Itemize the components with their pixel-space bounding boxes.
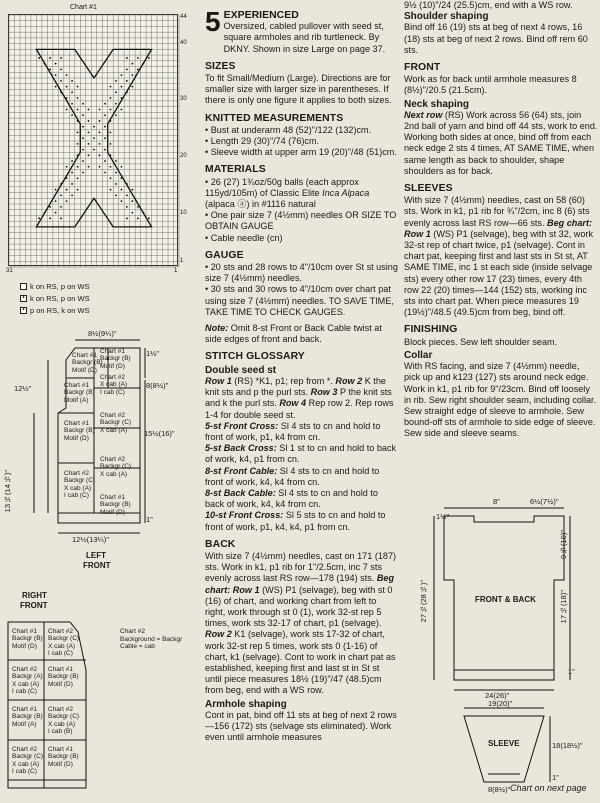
chart-dot <box>110 109 112 111</box>
chart-dot <box>126 57 128 59</box>
cable-5-back: 5-st Back Cross: Sl 1 st to cn and hold to back of work, k4, p1 from cn. <box>205 443 397 465</box>
chart-dot <box>55 86 57 88</box>
left-front-cell: Chart #1 Backgr (B) Motif (D) <box>72 352 103 374</box>
chart-dot <box>71 183 73 185</box>
finishing-text: Block pieces. Sew left shoulder seam. <box>404 336 558 347</box>
chart-dot <box>126 195 128 197</box>
measure-bust: • Bust at underarm 48 (52)"/122 (132)cm. <box>205 124 372 135</box>
sizes-heading: SIZES <box>205 60 236 72</box>
right-front-cell: Chart #2 Backgr (A) X cab (A) I cab (C) <box>12 666 43 696</box>
fb-dim-top-right: 6½(7½)" <box>530 497 559 506</box>
chart-dot <box>131 86 133 88</box>
chart-dot <box>115 114 117 116</box>
legend-swatch <box>20 283 27 290</box>
chart-dot <box>88 154 90 156</box>
sizes-text: To fit Small/Medium (Large). Directions are for smaller size with larger size in parentheses. If there is only one figure it applies to both sizes. <box>205 73 392 106</box>
chart-dot <box>60 57 62 59</box>
chart-dot <box>115 183 117 185</box>
chart-dot <box>82 172 84 174</box>
chart-dot <box>88 109 90 111</box>
note: Note: Omit 8-st Front or Back Cable twist at side edges of front and back. <box>205 323 382 345</box>
chart-dot <box>82 103 84 105</box>
chart-dot <box>60 206 62 208</box>
chart-dot <box>115 103 117 105</box>
chart-dot <box>121 74 123 76</box>
chart-dot <box>121 189 123 191</box>
legend-item-knit: k on RS, p on WS <box>20 282 90 291</box>
legend-swatch: • <box>20 307 27 314</box>
chart-dot <box>66 86 68 88</box>
rf-title: RIGHT <box>22 591 47 600</box>
intro: Oversized, cabled pullover with seed st, square armholes and rib turtleneck. By DKNY. Shown in size Large on page 37. <box>223 21 386 54</box>
chart-dot <box>104 160 106 162</box>
chart-dot <box>49 69 51 71</box>
left-front-cell: Chart #1 Backgr (B) Motif (D) <box>64 420 95 442</box>
fb-dim-rib: 1" <box>568 667 575 676</box>
chart-dot <box>66 74 68 76</box>
chart-dot <box>71 91 73 93</box>
chart-dot <box>121 97 123 99</box>
fb-dim-top-mid: 8" <box>493 497 500 506</box>
chart-dot <box>110 120 112 122</box>
lf-title-2: FRONT <box>83 561 111 570</box>
chart-dot <box>131 189 133 191</box>
chart-dot <box>66 97 68 99</box>
lf-dim-top: 8½(9¼)" <box>88 329 117 338</box>
chart-dot <box>126 91 128 93</box>
chart-dot <box>71 160 73 162</box>
chart-dot <box>99 143 101 145</box>
chart-dot <box>121 200 123 202</box>
collar-heading: Collar <box>404 349 433 361</box>
lf-dim-left-upper: 12½" <box>14 384 32 393</box>
chart-dot <box>44 63 46 65</box>
chart-dot <box>104 137 106 139</box>
gauge-1: • 20 sts and 28 rows to 4"/10cm over St st using size 7 (4½mm) needles. <box>205 262 398 284</box>
chart-dot <box>121 86 123 88</box>
chart-dot <box>126 69 128 71</box>
chart-dot <box>60 91 62 93</box>
chart-dot <box>88 166 90 168</box>
back-text: With size 7 (4½mm) needles, cast on 171 (187) sts. Work in k1, p1 rib for 1"/2.5cm, inc 7 sts evenly across last RS row—178 (194) sts. Beg chart: Row 1 (WS) P1 (selvage), beg with st 0 (16) of chart, and working chart from left to right, work through st 0 (1), work 32-st rep 5 times, work sts 32-17 of chart, p1 (selvage). Row 2 K1 (selvage), work sts 17-32 of chart, work 32-st rep 5 times, work sts 0 (1-16) of chart, k1 (selvage). Cont to work in chart pat as established, keeping first and last st in St st until piece measures 18½ (19)"/47 (48.5)cm from beg, end with a WS row. <box>205 550 397 696</box>
chart-dot <box>104 149 106 151</box>
measure-sleeve: • Sleeve width at upper arm 19 (20)"/48 (51)cm. <box>205 147 397 158</box>
chart-1-svg <box>9 15 179 267</box>
chart-dot <box>88 143 90 145</box>
chart-dot <box>60 195 62 197</box>
chart-dot <box>55 212 57 214</box>
left-column <box>0 0 200 803</box>
row-tick-10: 10 <box>180 210 187 216</box>
chart-dot <box>110 154 112 156</box>
right-front-cell: Chart #2 Backgr (C) X cab (A) I cab (C) <box>48 628 80 658</box>
chart-dot <box>110 86 112 88</box>
sleeve-dim-right: 18(18½)" <box>552 741 583 750</box>
level-number: 5 <box>205 10 221 37</box>
right-front-cell: Chart #2 Backgr (C) X cab (A) I cab (B) <box>48 706 80 736</box>
chart-dot <box>60 69 62 71</box>
chart-dot <box>137 217 139 219</box>
lf-title: LEFT <box>86 551 106 560</box>
chart-dot <box>115 80 117 82</box>
chart-dot <box>77 86 79 88</box>
chart-dot <box>71 114 73 116</box>
chart-dot <box>142 212 144 214</box>
armhole-text: Cont in pat, bind off 11 sts at beg of next 2 rows—156 (172) sts (selvage sts eliminated). Work even until armhole measures <box>205 709 397 743</box>
chart-dot <box>104 126 106 128</box>
fb-label: FRONT & BACK <box>475 595 536 604</box>
legend-item-dot-purl: • p on RS, k on WS <box>20 306 90 315</box>
shoulder-text: Bind off 16 (19) sts at beg of next 4 rows, 16 (18) sts at beg of next 2 rows. Bind off rem 60 sts. <box>404 22 588 55</box>
measure-length: • Length 29 (30)"/74 (76)cm. <box>205 136 320 147</box>
shoulder-heading: Shoulder shaping <box>404 11 489 23</box>
chart-title: Chart #1 <box>70 4 97 11</box>
left-front-cell: Chart #1 Backgr (B) Motif (A) <box>64 382 95 404</box>
chart-dot <box>93 149 95 151</box>
chart-dot <box>77 132 79 134</box>
chart-dot <box>131 200 133 202</box>
chart-dot <box>115 160 117 162</box>
row-tick-1: 1 <box>180 258 184 264</box>
chart-dot <box>104 172 106 174</box>
chart-dot <box>82 160 84 162</box>
chart-dot <box>99 132 101 134</box>
row-tick-40: 40 <box>180 40 187 46</box>
double-seed-text: Row 1 (RS) *K1, p1; rep from *. Row 2 K the knit sts and p the purl sts. Row 3 P the knit sts and k the purl sts. Row 4 Rep row 2. Rep rows 1-4 for double seed st. <box>205 375 394 420</box>
chart-dot <box>66 109 68 111</box>
chart-dot <box>110 166 112 168</box>
chart-dot <box>66 177 68 179</box>
legend-swatch: • <box>20 295 27 302</box>
left-front-cell: Chart #2 X cab (A) I cab (C) <box>100 374 128 396</box>
middle-column <box>205 10 398 800</box>
chart-dot <box>99 120 101 122</box>
chart-dot <box>71 195 73 197</box>
chart-dot <box>82 114 84 116</box>
sleeve-dim-bottom: 8(8½)" <box>488 785 511 794</box>
col-tick-31: 31 <box>6 268 13 274</box>
front-text: Work as for back until armhole measures 8 (8½)"/20.5 (21.5cm). <box>404 74 577 96</box>
chart-dot <box>104 103 106 105</box>
finishing-heading: FINISHING <box>404 324 458 336</box>
materials-heading: MATERIALS <box>205 164 266 176</box>
chart-dot <box>77 109 79 111</box>
chart-dot <box>110 97 112 99</box>
chart-dot <box>55 74 57 76</box>
chart-dot <box>121 177 123 179</box>
row-tick-30: 30 <box>180 96 187 102</box>
lf-dim-rib: 1" <box>146 515 153 524</box>
fb-dim-left: 27½(28½)" <box>419 580 428 623</box>
chart-dot <box>66 166 68 168</box>
chart-dot <box>110 132 112 134</box>
legend-item-dot-knit: • k on RS, p on WS <box>20 294 90 303</box>
chart-dot <box>137 69 139 71</box>
lf-dim-left-lower: 13½(14½)" <box>3 470 12 513</box>
left-front-cell: Chart #1 Backgr (B) Motif (D) <box>100 348 131 370</box>
sleeve-label: SLEEVE <box>488 739 520 748</box>
measurements-heading: KNITTED MEASUREMENTS <box>205 112 344 124</box>
left-front-cell: Chart #2 Backgr (C) X cab (A) I cab (C) <box>64 470 96 500</box>
fb-dim-right-upper: 9½(10)" <box>559 530 568 560</box>
chart-dot <box>93 126 95 128</box>
chart-dot <box>137 206 139 208</box>
row-tick-44: 44 <box>180 14 187 20</box>
chart-dot <box>115 172 117 174</box>
chart-dot <box>115 195 117 197</box>
chart-dot <box>126 206 128 208</box>
chart-dot <box>121 166 123 168</box>
chart-dot <box>82 137 84 139</box>
chart-dot <box>110 177 112 179</box>
chart-dot <box>60 80 62 82</box>
chart-dot <box>55 189 57 191</box>
left-front-cell: Chart #2 Backgr (C) X cab (A) <box>100 412 132 434</box>
right-front-cell: Chart #1 Backgr (B) Motif (D) <box>48 666 79 688</box>
right-front-cell: Chart #1 Backgr (B) Motif (D) <box>48 746 79 768</box>
chart-dot <box>126 80 128 82</box>
chart-dot <box>77 154 79 156</box>
footer-note: Chart on next page <box>510 783 587 793</box>
right-front-cell: Chart #2 Backgr (C) X cab (A) I cab (C) <box>12 746 44 776</box>
materials-yarn: • 26 (27) 1¾oz/50g balls (each approx 115yd/105m) of Classic Elite Inca Alpaca (alpaca ⓐ) in #1116 natural <box>205 176 370 210</box>
chart-dot <box>104 114 106 116</box>
chart-dot <box>126 217 128 219</box>
chart-dot <box>148 217 150 219</box>
gauge-2: • 30 sts and 30 rows to 4"/10cm over chart pat using size 7 (4½mm) needles. TO SAVE TIME, TAKE TIME TO CHECK GAUGES. <box>205 284 394 317</box>
chart-dot <box>131 212 133 214</box>
col-tick-1: 1 <box>174 268 178 274</box>
chart-dot <box>71 80 73 82</box>
chart-dot <box>121 109 123 111</box>
chart-dot <box>38 217 40 219</box>
chart-dot <box>60 183 62 185</box>
lf-dim-right-lower: 15½(16)" <box>144 429 175 438</box>
fb-dim-right-lower: 17½(18)" <box>559 590 568 624</box>
neck-heading: Neck shaping <box>404 98 470 110</box>
sleeve-dim-rib: 1" <box>552 773 559 782</box>
chart-dot <box>131 74 133 76</box>
chart-dot <box>77 166 79 168</box>
chart-dot <box>38 57 40 59</box>
sleeves-text: With size 7 (4½mm) needles, cast on 58 (60) sts. Work in k1, p1 rib for ¾"/2cm, inc 8 (6) sts evenly across last RS row—66 sts. Beg chart: Row 1 (WS) P1 (selvage), beg with st 32, work 32-st rep of chart twice, p1 (selvage). Cont in chart pat, keeping first and last sts in St st, AT SAME TIME, inc 1 st each side (inside selvage sts) every other row 17 (23) times, every 4th row 22 (20) times—144 (152) sts, working inc sts into chart pat. When piece measures 19 (19½)"/48.5 (49.5)cm from beg, bind off. <box>404 195 594 318</box>
chart-dot <box>148 57 150 59</box>
lf-dim-bottom: 12½(13¼)" <box>72 535 109 544</box>
chart-dot <box>99 109 101 111</box>
chart-dot <box>126 183 128 185</box>
level-header <box>205 10 398 55</box>
front-heading: FRONT <box>404 62 441 74</box>
chart-dot <box>88 132 90 134</box>
chart-dot <box>44 212 46 214</box>
back-heading: BACK <box>205 538 236 550</box>
level-word: EXPERIENCED <box>223 10 299 21</box>
cable-5-front: 5-st Front Cross: Sl 4 sts to cn and hold to front of work, p1, k4 from cn. <box>205 420 381 442</box>
gauge-heading: GAUGE <box>205 249 244 261</box>
chart-dot <box>131 63 133 65</box>
materials-needles: • One pair size 7 (4½mm) needles OR SIZE TO OBTAIN GAUGE <box>205 210 397 232</box>
chart-dot <box>137 57 139 59</box>
chart-dot <box>82 126 84 128</box>
chart-dot <box>77 97 79 99</box>
chart-dot <box>66 189 68 191</box>
chart-dot <box>55 63 57 65</box>
lf-dim-right-upper: 8(8½)" <box>146 381 169 390</box>
chart-dot <box>99 154 101 156</box>
sleeve-dim-top: 19(20)" <box>488 699 513 708</box>
chart-dot <box>110 189 112 191</box>
cable-8-front: 8-st Front Cable: Sl 4 sts to cn and hold to front of work, k4, k4 from cn. <box>205 465 380 487</box>
chart-dot <box>82 149 84 151</box>
chart-dot <box>49 57 51 59</box>
chart-dot <box>77 189 79 191</box>
chart-dot <box>71 103 73 105</box>
double-seed-heading: Double seed st <box>205 364 277 376</box>
chart2-note: Chart #2 Background = Backgr Cable = cab <box>120 628 183 650</box>
armhole-heading: Armhole shaping <box>205 698 287 710</box>
neck-text: Next row (RS) Work across 56 (64) sts, join 2nd ball of yarn and bind off 44 sts, work to end. Working both sides at once, bind off from each neck edge 2 sts 4 times, AT SAME TIME, when same length as back to shoulder, shape shoulders as for back. <box>404 109 598 176</box>
chart-dot <box>93 137 95 139</box>
chart-dot <box>77 120 79 122</box>
chart-dot <box>88 120 90 122</box>
chart-dot <box>55 200 57 202</box>
chart-dot <box>49 217 51 219</box>
chart-dot <box>99 166 101 168</box>
chart-dot <box>66 200 68 202</box>
chart-dot <box>49 206 51 208</box>
left-front-cell: Chart #2 Backgr (C) X cab (A) <box>100 456 132 478</box>
materials-cn: • Cable needle (cn) <box>205 232 283 243</box>
chart-dot <box>110 143 112 145</box>
right-front-cell: Chart #1 Backgr (B) Motif (D) <box>12 628 43 650</box>
chart-dot <box>77 177 79 179</box>
left-front-cell: Chart #1 Backgr (B) Motif (D) <box>100 494 131 516</box>
glossary-heading: STITCH GLOSSARY <box>205 351 305 363</box>
sleeves-heading: SLEEVES <box>404 183 453 195</box>
chart-dot <box>142 63 144 65</box>
armhole-cont: 9½ (10)"/24 (25.5)cm, end with a WS row. <box>404 0 573 10</box>
cable-10-front: 10-st Front Cross: Sl 5 sts to cn and hold to front of work, p1, k4, k4, p1 from cn. <box>205 510 386 532</box>
lf-dim-top-right: 1½" <box>146 349 160 358</box>
collar-text: With RS facing, and size 7 (4½mm) needle, pick up and k123 (127) sts around neck edge. Work in k1, p1 rib for 9"/23cm. Bind off loosely in rib. Sew right shoulder seam, including collar. Sew straight edge of sleeve to armhole. Sew bound-off sts of armhole to side edge of sleeve. Sew side and sleeve seams. <box>404 361 597 439</box>
chart-dot <box>115 91 117 93</box>
cable-8-back: 8-st Back Cable: Sl 4 sts to cn and hold to back of work, k4, k4 from cn. <box>205 487 378 510</box>
row-tick-20: 20 <box>180 153 187 159</box>
fb-dim-top-left: 1½" <box>436 512 450 521</box>
chart-dot <box>77 143 79 145</box>
rf-title-2: FRONT <box>20 601 48 610</box>
chart-dot <box>71 172 73 174</box>
right-front-cell: Chart #1 Backgr (B) Motif (A) <box>12 706 43 728</box>
chart-1-grid <box>8 14 178 266</box>
fb-dim-bottom: 24(26)" <box>485 691 510 700</box>
chart-dot <box>60 217 62 219</box>
